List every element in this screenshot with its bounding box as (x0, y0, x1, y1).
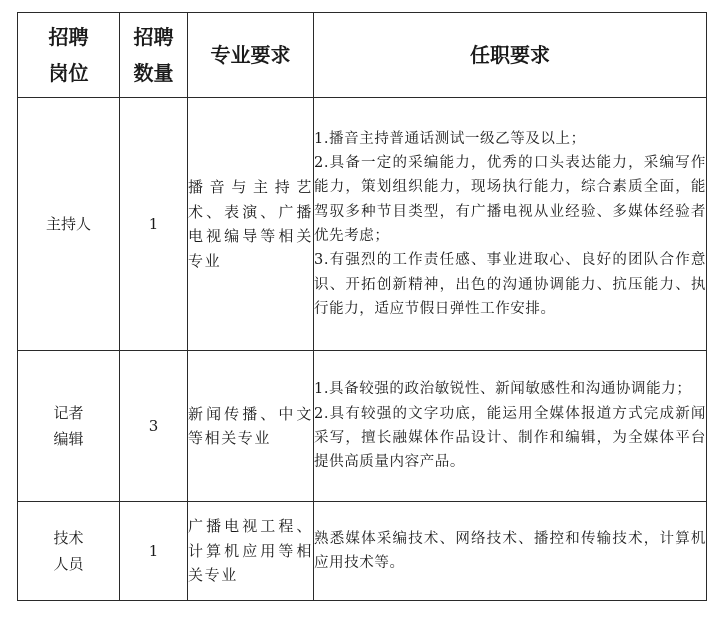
position-cell (18, 502, 120, 601)
header-position-line2: 岗位 (48, 61, 89, 85)
table-header-row (18, 13, 707, 98)
position-line2: 人员 (53, 555, 84, 573)
major-cell: 播音与主持艺术、表演、广播电视编导等相关专业 (188, 98, 314, 351)
position-cell: 主持人 (18, 98, 120, 351)
position-cell (18, 351, 120, 502)
position-line1: 记者 (53, 404, 84, 422)
position-line2: 编辑 (53, 430, 84, 448)
requirement-item: 2.具有较强的文字功底，能运用全媒体报道方式完成新闻采写，擅长融媒体作品设计、制作和编辑，为全媒体平台提供高质量内容产品。 (314, 405, 706, 471)
count-cell: 3 (120, 351, 188, 502)
header-requirements: 任职要求 (314, 13, 707, 98)
count-cell: 1 (120, 502, 188, 601)
major-cell: 新闻传播、中文等相关专业 (188, 351, 314, 502)
table-row (18, 351, 707, 502)
requirement-item: 1.播音主持普通话测试一级乙等及以上； (314, 130, 586, 147)
major-cell: 广播电视工程、计算机应用等相关专业 (188, 502, 314, 601)
requirements-cell (314, 98, 707, 351)
header-major: 专业要求 (188, 13, 314, 98)
requirement-item: 3.有强烈的工作责任感、事业进取心、良好的团队合作意识、开拓创新精神，出色的沟通协调能力、抗压能力、执行能力，适应节假日弹性工作安排。 (314, 252, 706, 317)
requirement-item: 熟悉媒体采编技术、网络技术、播控和传输技术，计算机应用技术等。 (314, 530, 706, 571)
position-line1: 技术 (53, 529, 84, 547)
header-count-line2: 数量 (133, 61, 174, 85)
header-count-line1: 招聘 (133, 25, 174, 49)
requirements-cell (314, 502, 707, 601)
recruitment-table (17, 12, 707, 601)
table-row (18, 502, 707, 601)
header-count (120, 13, 188, 98)
count-cell: 1 (120, 98, 188, 351)
header-position-line1: 招聘 (48, 25, 89, 49)
header-position (18, 13, 120, 98)
requirement-item: 1.具备较强的政治敏锐性、新闻敏感性和沟通协调能力； (314, 381, 692, 398)
table-row (18, 98, 707, 351)
requirements-cell (314, 351, 707, 502)
requirement-item: 2.具备一定的采编能力，优秀的口头表达能力，采编写作能力，策划组织能力，现场执行能力，综合素质全面，能驾驭多种节目类型，有广播电视从业经验、多媒体经验者优先考虑； (314, 155, 706, 244)
